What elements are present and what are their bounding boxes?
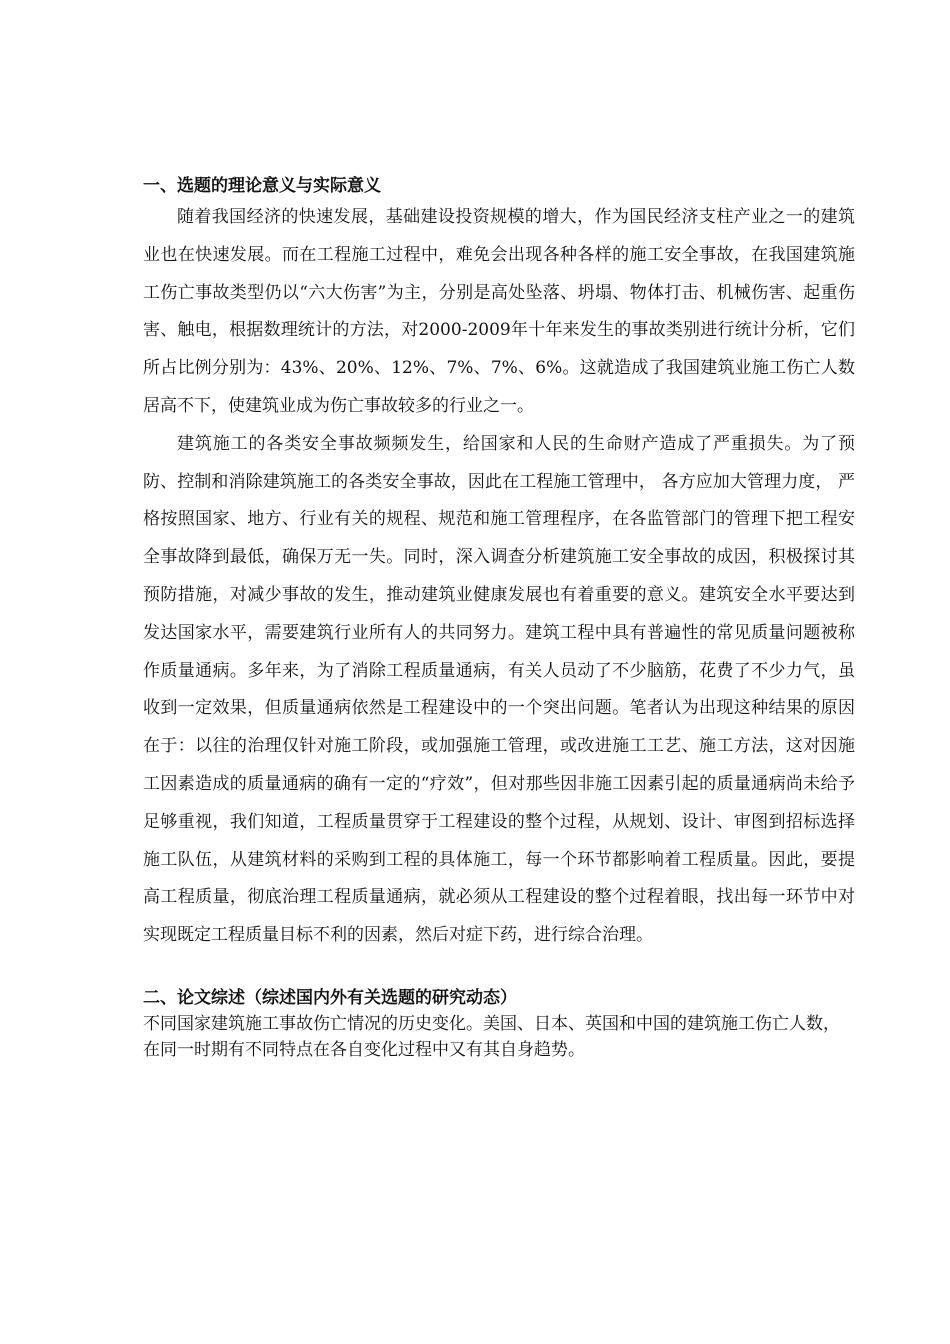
section1-paragraph-1: 随着我国经济的快速发展，基础建设投资规模的增大，作为国民经济支柱产业之一的建筑业也在快速发展。而在工程施工过程中，难免会出现各种各样的施工安全事故，在我国建筑施工伤亡事故类型仍以“六大伤害”为主，分别是高处坠落、坍塌、物体打击、机械伤害、起重伤害、触电，根据数理统计的方法，对2000-2009年十年来发生的事故类别进行统计分析，它们所占比例分别为：43%、20%、12%、7%、7%、6%。这就造成了我国建筑业施工伤亡人数居高不下，使建筑业成为伤亡事故较多的行业之一。 bbox=[143, 207, 855, 416]
section1-heading: 一、选题的理论意义与实际意义 bbox=[143, 176, 381, 196]
section2-paragraph: 不同国家建筑施工事故伤亡情况的历史变化。美国、日本、英国和中国的建筑施工伤亡人数，在同一时期有不同特点在各自变化过程中又有其自身趋势。 bbox=[143, 1013, 840, 1060]
section-spacer bbox=[143, 955, 855, 985]
document-page bbox=[143, 173, 855, 1063]
section2-heading: 二、论文综述（综述国内外有关选题的研究动态） bbox=[143, 987, 517, 1008]
section1-paragraph-2: 建筑施工的各类安全事故频频发生，给国家和人民的生命财产造成了严重损失。为了预防、控制和消除建筑施工的各类安全事故，因此在工程施工管理中， 各方应加大管理力度， 严格按照国家、地方、行业有关的规程、规范和施工管理程序，在各监管部门的管理下把工程安全事故降到最低，确保万无一失。同时，深入调查分析建筑施工安全事故的成因，积极探讨其预防措施，对减少事故的发生，推动建筑业健康发展也有着重要的意义。建筑安全水平要达到发达国家水平，需要建筑行业所有人的共同努力。建筑工程中具有普遍性的常见质量问题被称作质量通病。多年来，为了消除工程质量通病，有关人员动了不少脑筋，花费了不少力气，虽收到一定效果，但质量通病依然是工程建设中的一个突出问题。笔者认为出现这种结果的原因在于：以往的治理仅针对施工阶段，或加强施工管理，或改进施工工艺、施工方法，这对因施工因素造成的质量通病的确有一定的“疗效”，但对那些因非施工因素引起的质量通病尚未给予足够重视，我们知道，工程质量贯穿于工程建设的整个过程，从规划、设计、审图到招标选择施工队伍，从建筑材料的采购到工程的具体施工，每一个环节都影响着工程质量。因此，要提高工程质量，彻底治理工程质量通病，就必须从工程建设的整个过程着眼，找出每一环节中对实现既定工程质量目标不利的因素，然后对症下药，进行综合治理。 bbox=[143, 433, 855, 946]
